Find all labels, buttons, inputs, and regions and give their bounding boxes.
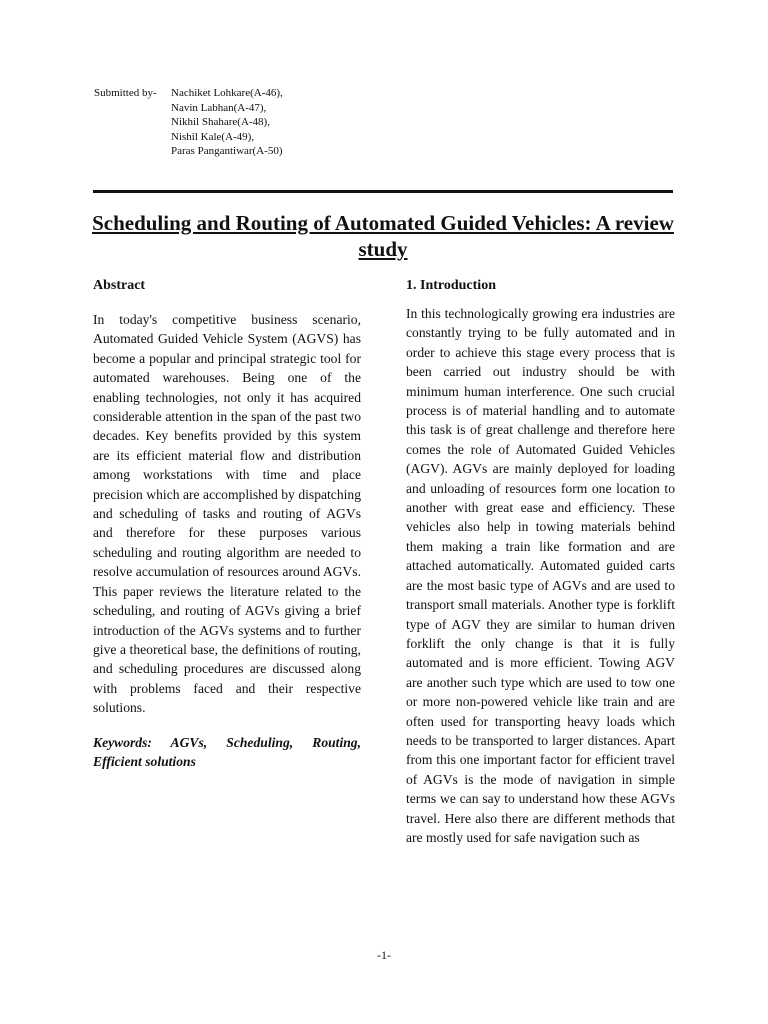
submitted-by-block	[94, 86, 283, 159]
horizontal-rule	[93, 190, 673, 193]
introduction-heading: 1. Introduction	[406, 278, 496, 293]
abstract-heading: Abstract	[93, 278, 146, 293]
author-name: Nikhil Shahare(A-48),	[171, 116, 270, 128]
author-name: Nachiket Lohkare(A-46),	[171, 87, 283, 99]
introduction-text: In this technologically growing era industries are constantly trying to be fully automated and in order to achieve this stage every process that is been carried out industry should be with minimum human interference. One such crucial process is of material handling and to automate this task is of great challenge and therefore here comes the role of Automated Guided Vehicles (AGV). AGVs are mainly deployed for loading and unloading of resources form one location to another with great ease and efficiency. These vehicles also help in towing materials behind them making a train like formation and are attached automatically. Automated guided carts are the most basic type of AGVs and are used to transport small materials. Another type is forklift type of AGV they are similar to human driven forklift the only change is that it is fully automated and is more efficient. Towing AGV are another such type which are used to tow one or more non-powered vehicle like train and are often used for transporting heavy loads which needs to be transported to larger distances. Apart from this one important factor for efficient travel of AGVs is the mode of navigation in simple terms we can say to understand how these AGVs travel. Here also there are different methods that are mostly used for safe navigation such as	[406, 306, 675, 845]
author-name: Navin Labhan(A-47),	[171, 101, 267, 114]
author-name: Nishil Kale(A-49),	[171, 130, 255, 143]
left-column	[93, 276, 361, 771]
author-row	[94, 144, 283, 159]
author-row	[94, 86, 283, 101]
right-column	[406, 276, 675, 847]
author-row	[94, 115, 283, 130]
author-row	[94, 130, 283, 145]
abstract-text: In today's competitive business scenario, Automated Guided Vehicle System (AGVS) has become a popular and principal strategic tool for automated warehouses. Being one of the enabling technologies, not only it has acquired considerable attention in the span of the past two decades. Key benefits provided by this system are its efficient material flow and distribution among workstations with time and place precision which are accomplished by dispatching and scheduling of tasks and routing of AGVs and therefore for these purposes various scheduling and routing algorithm are needed to resolve accumulation of resources around AGVs. This paper reviews the literature related to the scheduling, and routing of AGVs giving a brief introduction of the AGVs systems and to further give a theoretical base, the definitions of routing, and scheduling procedures are discussed along with problems faced and their respective solutions.	[93, 312, 361, 716]
author-row	[94, 101, 283, 116]
paper-title: Scheduling and Routing of Automated Guided Vehicles: A review study	[92, 211, 674, 261]
author-name: Paras Pangantiwar(A-50)	[171, 145, 283, 157]
keywords: Keywords: AGVs, Scheduling, Routing, Efficient solutions	[93, 734, 361, 769]
page-number: -1-	[377, 948, 391, 962]
submitted-by-label: Submitted by-	[94, 87, 157, 99]
